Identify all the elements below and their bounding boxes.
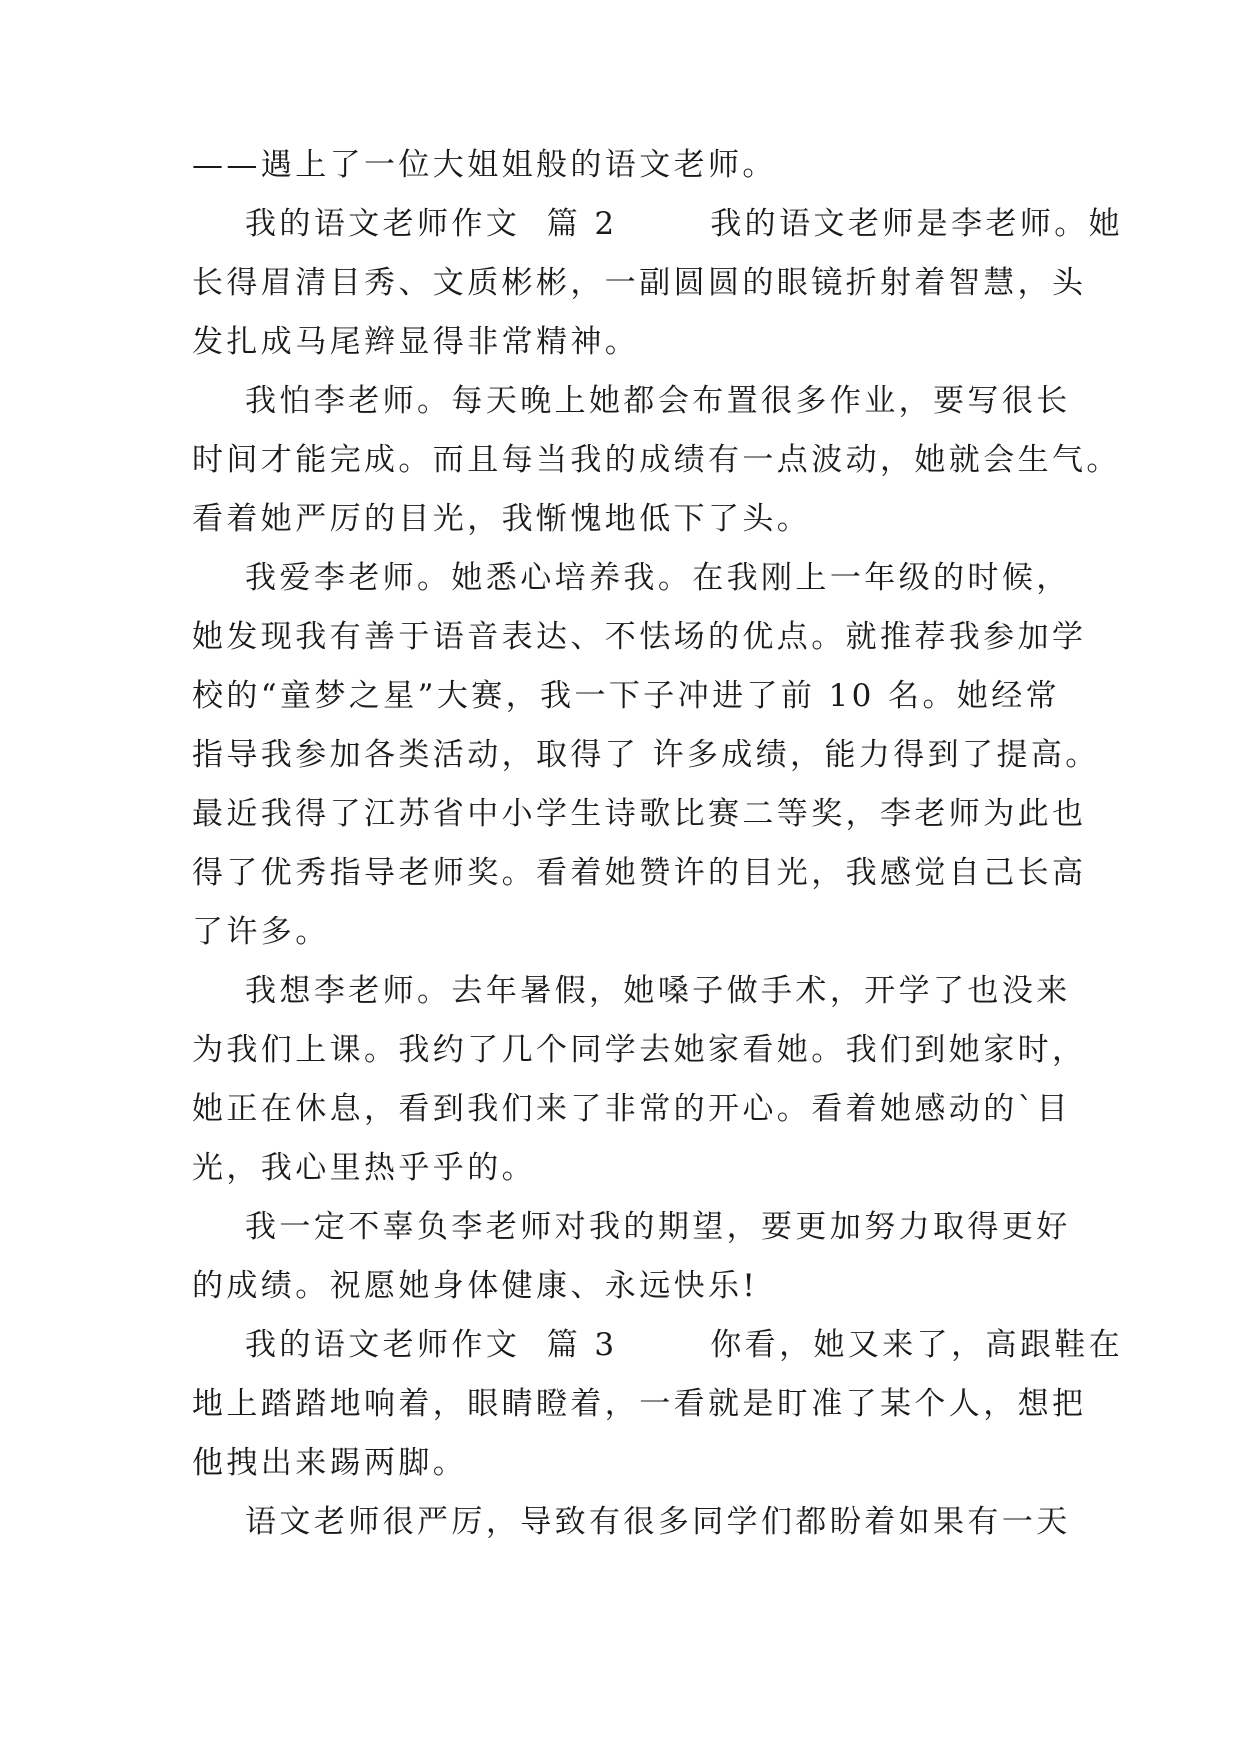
text-line: 时间才能完成。而且每当我的成绩有一点波动，她就会生气。 (192, 442, 1121, 478)
text-line: 我想李老师。去年暑假，她嗓子做手术，开学了也没来 (192, 973, 1071, 1009)
text-line: 我的语文老师作文 篇 3 你看，她又来了，高跟鞋在 (192, 1327, 1124, 1363)
text-line: 长得眉清目秀、文质彬彬，一副圆圆的眼镜折射着智慧，头 (192, 265, 1087, 301)
text-line: 发扎成马尾辫显得非常精神。 (192, 324, 640, 360)
text-line: 看着她严厉的目光，我惭愧地低下了头。 (192, 501, 812, 537)
text-line: 了许多。 (192, 914, 330, 950)
text-line: 的成绩。祝愿她身体健康、永远快乐! (192, 1268, 759, 1304)
text-line: 校的“童梦之星”大赛，我一下子冲进了前 10 名。她经常 (192, 678, 1061, 714)
text-line: 指导我参加各类活动，取得了 许多成绩，能力得到了提高。 (192, 737, 1100, 773)
text-line: 我怕李老师。每天晚上她都会布置很多作业，要写很长 (192, 383, 1071, 419)
text-line: 语文老师很严厉，导致有很多同学们都盼着如果有一天 (192, 1504, 1071, 1540)
text-line: 我爱李老师。她悉心培养我。在我刚上一年级的时候， (192, 560, 1071, 596)
text-line: 光，我心里热乎乎的。 (192, 1150, 536, 1186)
text-line: 最近我得了江苏省中小学生诗歌比赛二等奖，李老师为此也 (192, 796, 1087, 832)
text-line: 他拽出来踢两脚。 (192, 1445, 468, 1481)
text-line: 我一定不辜负李老师对我的期望，要更加努力取得更好 (192, 1209, 1071, 1245)
text-line: ——遇上了一位大姐姐般的语文老师。 (192, 147, 777, 183)
text-line: 我的语文老师作文 篇 2 我的语文老师是李老师。她 (192, 206, 1124, 242)
text-line: 地上踏踏地响着，眼睛瞪着，一看就是盯准了某个人，想把 (192, 1386, 1087, 1422)
text-line: 她正在休息，看到我们来了非常的开心。看着她感动的`目 (192, 1091, 1071, 1127)
text-line: 得了优秀指导老师奖。看着她赞许的目光，我感觉自己长高 (192, 855, 1087, 891)
text-line: 她发现我有善于语音表达、不怯场的优点。就推荐我参加学 (192, 619, 1087, 655)
text-line: 为我们上课。我约了几个同学去她家看她。我们到她家时， (192, 1032, 1087, 1068)
